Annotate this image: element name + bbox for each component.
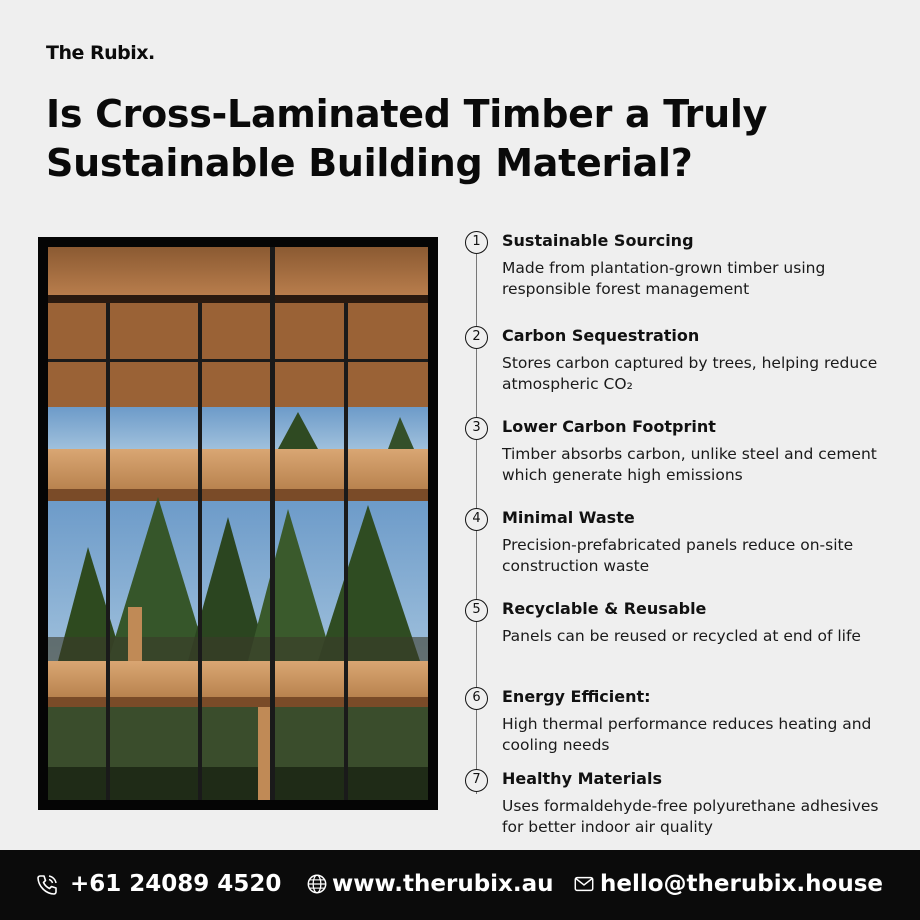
- item-description: Uses formaldehyde-free polyurethane adhesives for better indoor air quality: [502, 797, 879, 836]
- number-badge: 5: [465, 599, 488, 622]
- website-link[interactable]: [306, 869, 562, 899]
- item-title: Minimal Waste: [502, 508, 635, 527]
- item-title: Lower Carbon Footprint: [502, 417, 716, 436]
- benefits-list: [460, 228, 900, 838]
- title-line-1: Is Cross-Laminated Timber a Truly: [46, 92, 768, 136]
- number-badge: 6: [465, 687, 488, 710]
- title-line-2: Sustainable Building Material?: [46, 141, 693, 185]
- page-title: [46, 90, 886, 188]
- number-badge: 7: [465, 769, 488, 792]
- item-description: Stores carbon captured by trees, helping reduce atmospheric CO₂: [502, 354, 878, 393]
- number-badge: 3: [465, 417, 488, 440]
- email-link[interactable]: [572, 869, 894, 899]
- timber-building-image: [48, 247, 428, 800]
- email-address: hello@therubix.house: [600, 871, 883, 897]
- item-description: Panels can be reused or recycled at end of life: [502, 627, 861, 645]
- item-title: Energy Efficient:: [502, 687, 651, 706]
- item-title: Healthy Materials: [502, 769, 662, 788]
- contact-footer: [0, 850, 920, 920]
- item-description: Precision-prefabricated panels reduce on-site construction waste: [502, 536, 854, 575]
- phone-contact[interactable]: [34, 869, 282, 899]
- item-title: Sustainable Sourcing: [502, 231, 694, 250]
- number-badge: 2: [465, 326, 488, 349]
- phone-icon: [34, 873, 60, 897]
- phone-number: +61 24089 4520: [70, 871, 282, 897]
- brand-logo: The Rubix.: [46, 42, 155, 64]
- website-url: www.therubix.au: [332, 871, 554, 897]
- item-description: Timber absorbs carbon, unlike steel and cement which generate high emissions: [502, 445, 877, 484]
- item-description: Made from plantation-grown timber using responsible forest management: [502, 259, 826, 298]
- item-title: Carbon Sequestration: [502, 326, 700, 345]
- globe-icon: [306, 873, 328, 895]
- item-title: Recyclable & Reusable: [502, 599, 707, 618]
- mail-icon: [572, 873, 596, 895]
- number-badge: 1: [465, 231, 488, 254]
- item-description: High thermal performance reduces heating and cooling needs: [502, 715, 872, 754]
- building-photo: [38, 237, 438, 810]
- number-badge: 4: [465, 508, 488, 531]
